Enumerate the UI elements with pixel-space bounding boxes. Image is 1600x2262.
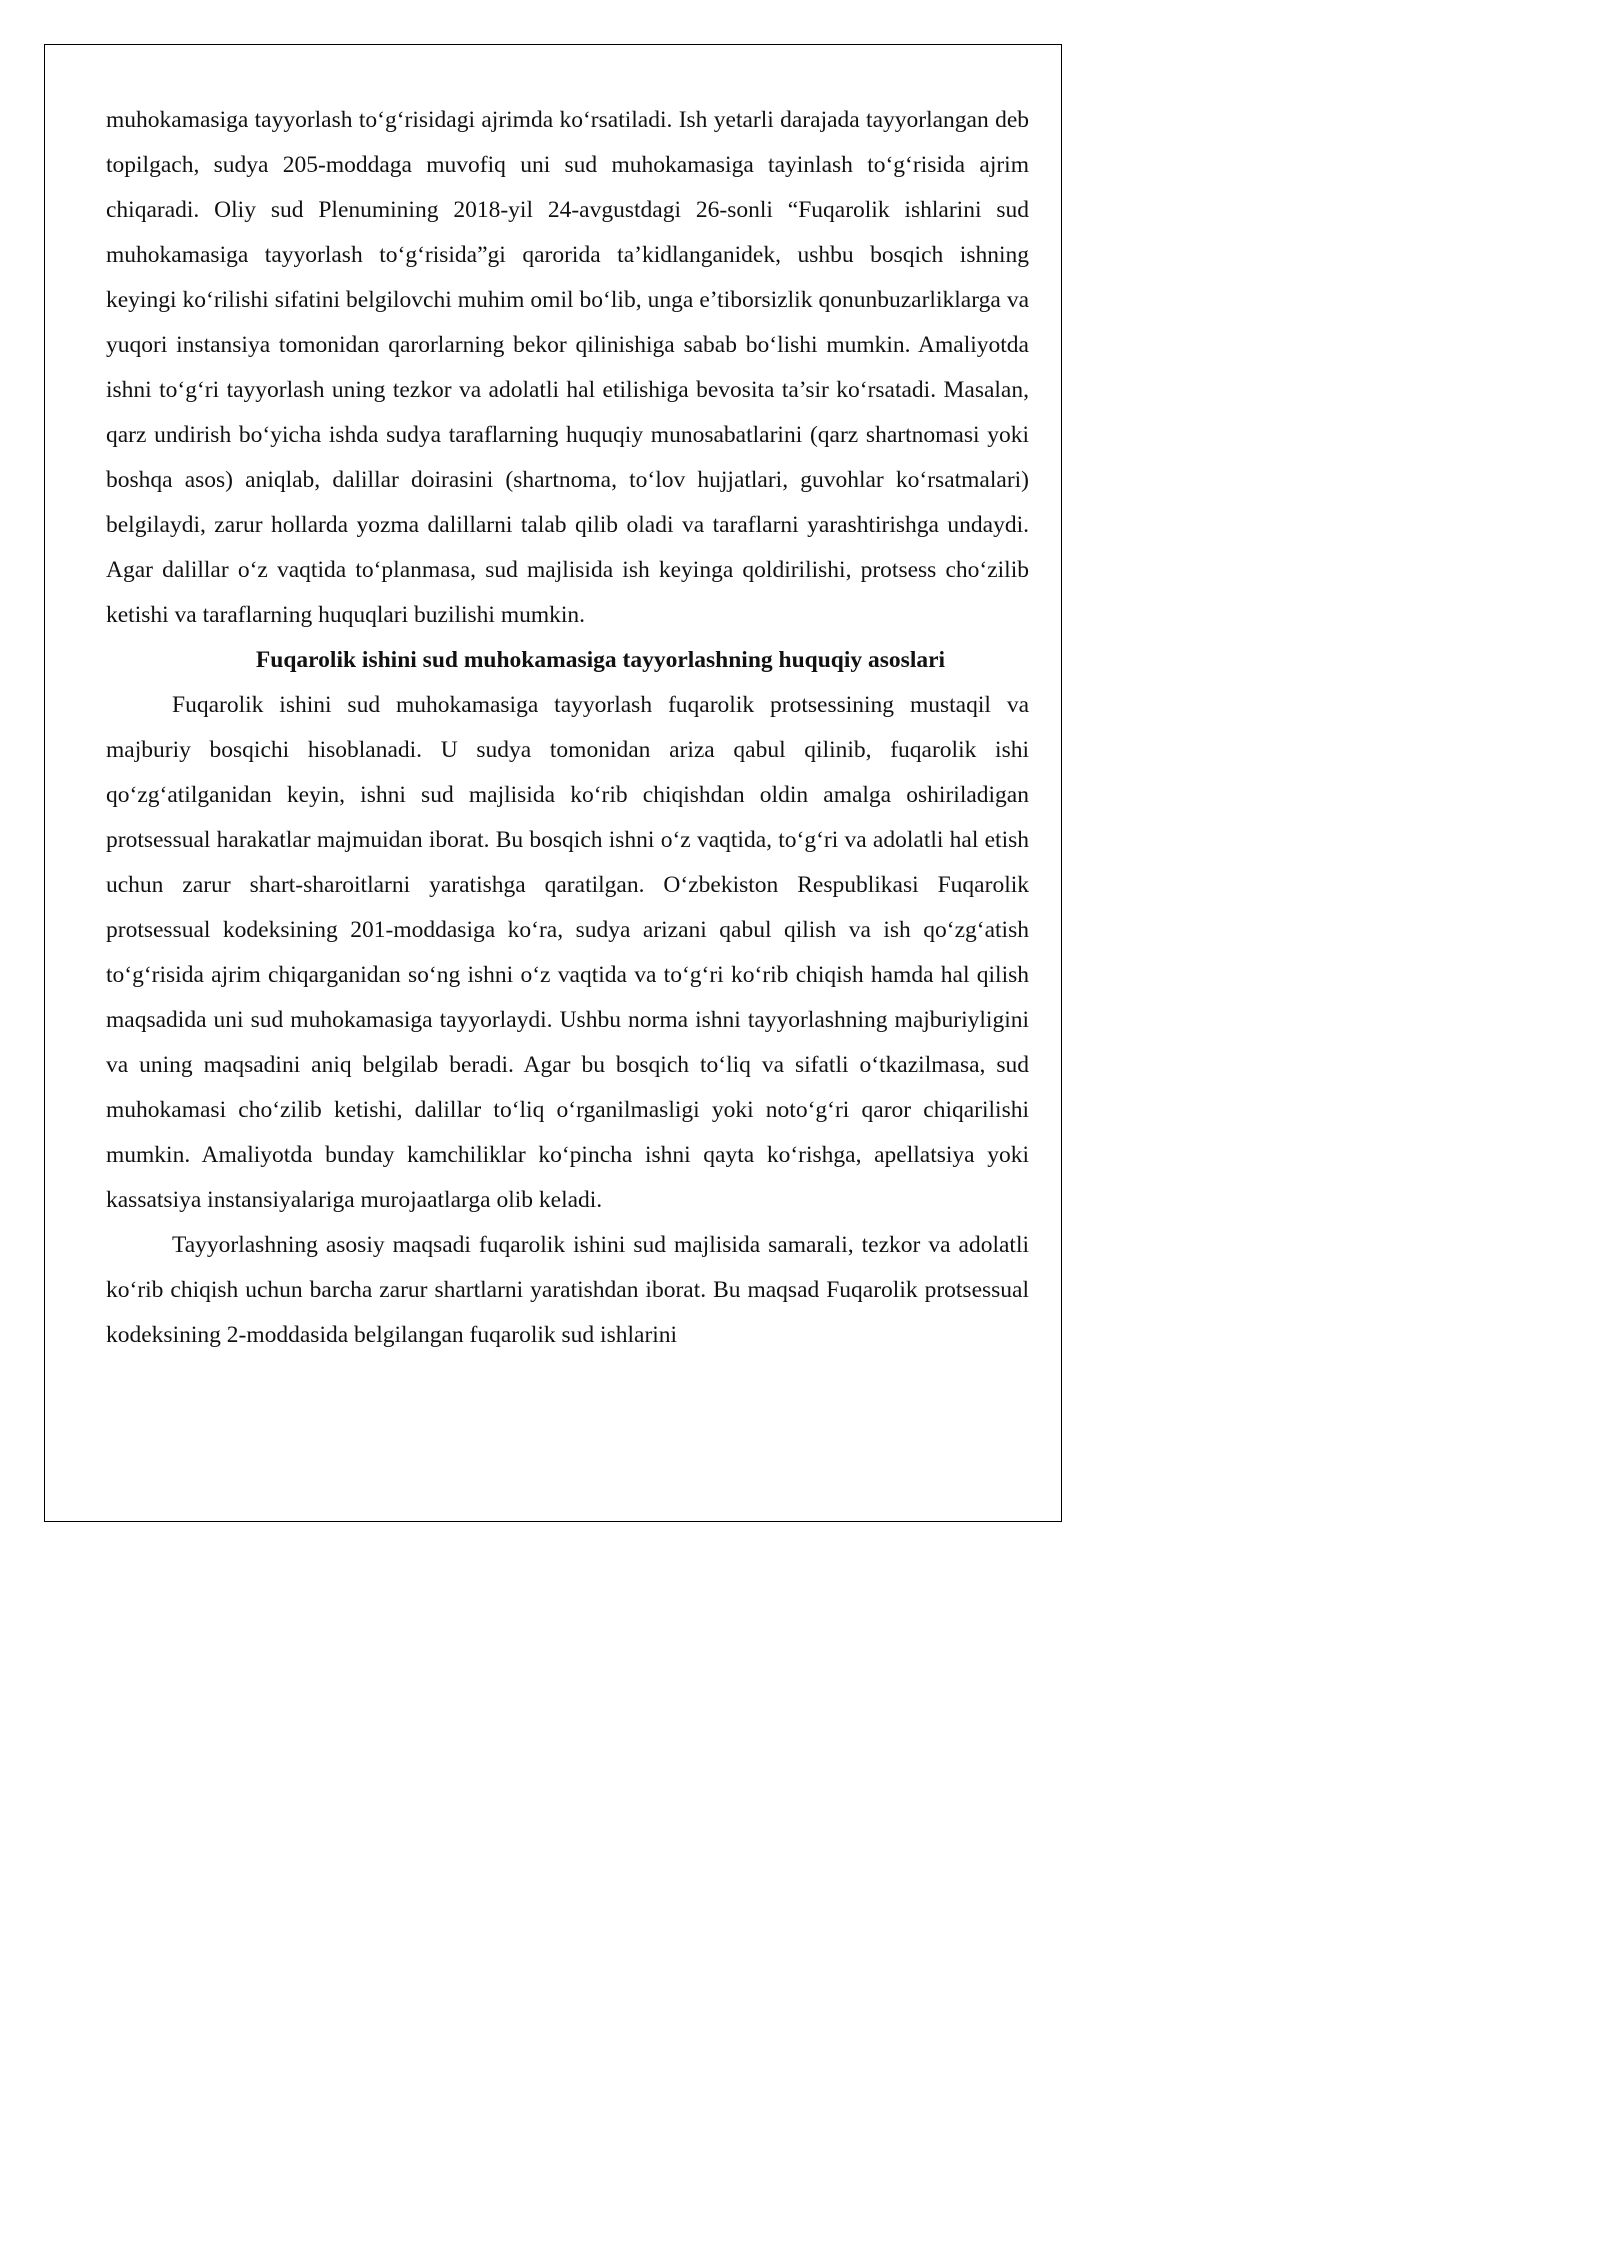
document-body — [106, 98, 1029, 1358]
paragraph-continued: muhokamasiga tayyorlash to‘g‘risidagi ajrimda ko‘rsatiladi. Ish yetarli darajada tayyorlangan deb topilgach, sudya 205-moddaga muvofiq uni sud muhokamasiga tayinlash to‘g‘risida ajrim chiqaradi. Oliy sud Plenumining 2018-yil 24-avgustdagi 26-sonli “Fuqarolik ishlarini sud muhokamasiga tayyorlash to‘g‘risida”gi qarorida ta’kidlanganidek, ushbu bosqich ishning keyingi ko‘rilishi sifatini belgilovchi muhim omil bo‘lib, unga e’tiborsizlik qonunbuzarliklarga va yuqori instansiya tomonidan qarorlarning bekor qilinishiga sabab bo‘lishi mumkin. Amaliyotda ishni to‘g‘ri tayyorlash uning tezkor va adolatli hal etilishiga bevosita ta’sir ko‘rsatadi. Masalan, qarz undirish bo‘yicha ishda sudya taraflarning huquqiy munosabatlarini (qarz shartnomasi yoki boshqa asos) aniqlab, dalillar doirasini (shartnoma, to‘lov hujjatlari, guvohlar ko‘rsatmalari) belgilaydi, zarur hollarda yozma dalillarni talab qilib oladi va taraflarni yarashtirishga undaydi. Agar dalillar o‘z vaqtida to‘planmasa, sud majlisida ish keyinga qoldirilishi, protsess cho‘zilib ketishi va taraflarning huquqlari buzilishi mumkin. — [106, 107, 1029, 628]
paragraph-purpose: Tayyorlashning asosiy maqsadi fuqarolik ishini sud majlisida samarali, tezkor va adolatli ko‘rib chiqish uchun barcha zarur shartlarni yaratishdan iborat. Bu maqsad Fuqarolik protsessual kodeksining 2-moddasida belgilangan fuqarolik sud ishlarini — [106, 1232, 1029, 1348]
paragraph-legal-basis: Fuqarolik ishini sud muhokamasiga tayyorlash fuqarolik protsessining mustaqil va majburiy bosqichi hisoblanadi. U sudya tomonidan ariza qabul qilinib, fuqarolik ishi qo‘zg‘atilganidan keyin, ishni sud majlisida ko‘rib chiqishdan oldin amalga oshiriladigan protsessual harakatlar majmuidan iborat. Bu bosqich ishni o‘z vaqtida, to‘g‘ri va adolatli hal etish uchun zarur shart-sharoitlarni yaratishga qaratilgan. O‘zbekiston Respublikasi Fuqarolik protsessual kodeksining 201-moddasiga ko‘ra, sudya arizani qabul qilish va ish qo‘zg‘atish to‘g‘risida ajrim chiqarganidan so‘ng ishni o‘z vaqtida va to‘g‘ri ko‘rib chiqish hamda hal qilish maqsadida uni sud muhokamasiga tayyorlaydi. Ushbu norma ishni tayyorlashning majburiyligini va uning maqsadini aniq belgilab beradi. Agar bu bosqich to‘liq va sifatli o‘tkazilmasa, sud muhokamasi cho‘zilib ketishi, dalillar to‘liq o‘rganilmasligi yoki noto‘g‘ri qaror chiqarilishi mumkin. Amaliyotda bunday kamchiliklar ko‘pincha ishni qayta ko‘rishga, apellatsiya yoki kassatsiya instansiyalariga murojaatlarga olib keladi. — [106, 692, 1029, 1213]
section-heading: Fuqarolik ishini sud muhokamasiga tayyorlashning huquqiy asoslari — [255, 647, 946, 673]
document-page — [0, 0, 1100, 1555]
